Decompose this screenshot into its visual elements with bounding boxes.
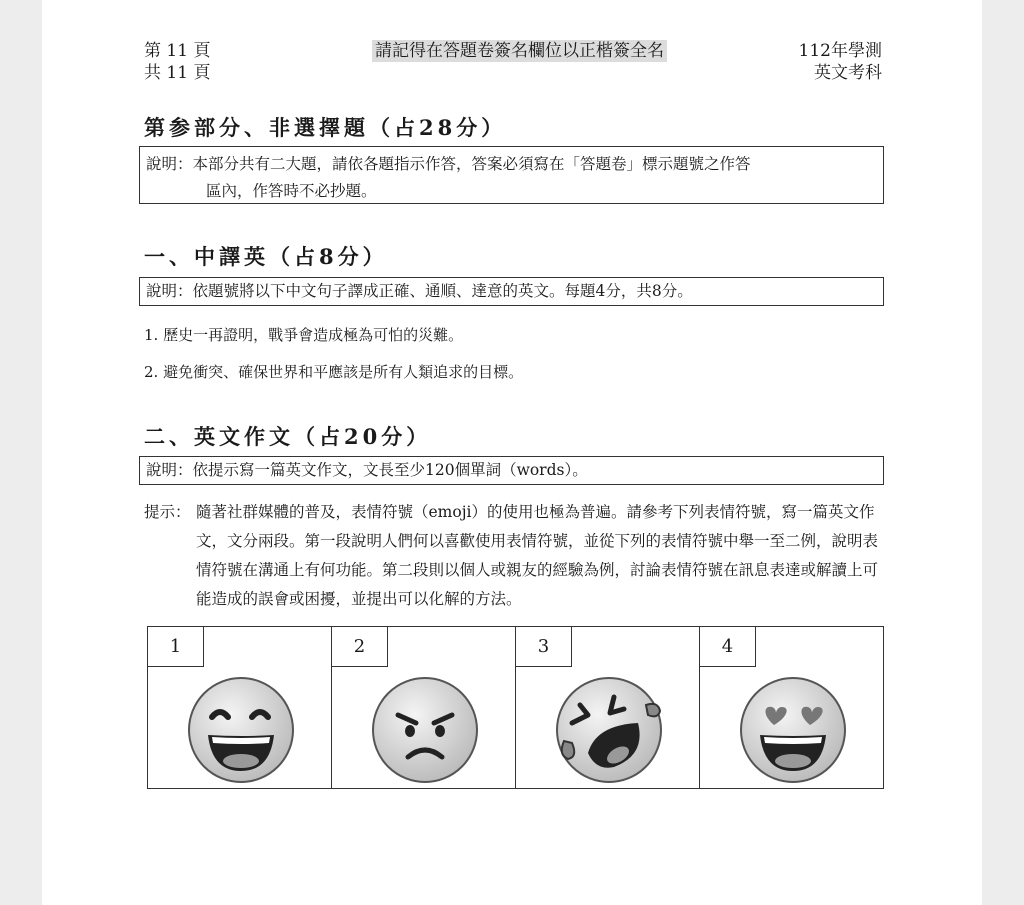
section2-title: 二、英文作文（占20分） [144,424,432,449]
page-total: 共 11 頁 [144,63,211,83]
section2-instructions: 說明：依提示寫一篇英文作文，文長至少120個單詞（words）。 [139,456,884,485]
grinning-smiling-eyes-icon [186,675,296,785]
emoji-number: 1 [148,627,204,667]
rolling-laughing-icon [554,675,664,785]
exam-subject: 英文考科 [814,63,882,83]
section1-title: 一、中譯英（占8分） [144,244,388,269]
heart-eyes-icon [738,675,848,785]
section1-instructions: 說明：依題號將以下中文句子譯成正確、通順、達意的英文。每題4分，共8分。 [139,277,884,306]
emoji-grid [147,626,884,789]
page-number: 第 11 頁 [144,41,211,61]
hint-label: 提示： [144,503,191,521]
question-1: 1. 歷史一再證明，戰爭會造成極為可怕的災難。 [144,326,464,344]
essay-hint [144,498,884,614]
part-instructions-line1: 說明：本部分共有二大題，請依各題指示作答，答案必須寫在「答題卷」標示題號之作答 [146,155,751,173]
signature-notice: 請記得在答題卷簽名欄位以正楷簽全名 [372,40,667,62]
emoji-number: 2 [332,627,388,667]
angry-face-icon [370,675,480,785]
part-title: 第参部分、非選擇題（占28分） [144,115,507,140]
part-instructions [139,146,884,204]
exam-info-block [799,40,882,84]
emoji-cell-4 [700,627,883,788]
emoji-number: 4 [700,627,756,667]
emoji-number: 3 [516,627,572,667]
hint-text: 隨著社群媒體的普及，表情符號（emoji）的使用也極為普遍。請參考下列表情符號，寫一篇英文作文，文分兩段。第一段說明人們何以喜歡使用表情符號，並從下列的表情符號中舉一至二例，說明表情符號在溝通上有何功能。第二段則以個人或親友的經驗為例，討論表情符號在訊息表達或解讀上可能造成的誤會或困擾，並提出可以化解的方法。 [196,503,879,608]
emoji-cell-2 [332,627,516,788]
exam-year: 112年學測 [798,41,882,61]
emoji-cell-3 [516,627,700,788]
exam-page [42,0,982,905]
part-instructions-line2: 區內，作答時不必抄題。 [206,182,377,200]
page-number-block [144,40,210,84]
emoji-cell-1 [148,627,332,788]
question-2: 2. 避免衝突、確保世界和平應該是所有人類追求的目標。 [144,363,524,381]
